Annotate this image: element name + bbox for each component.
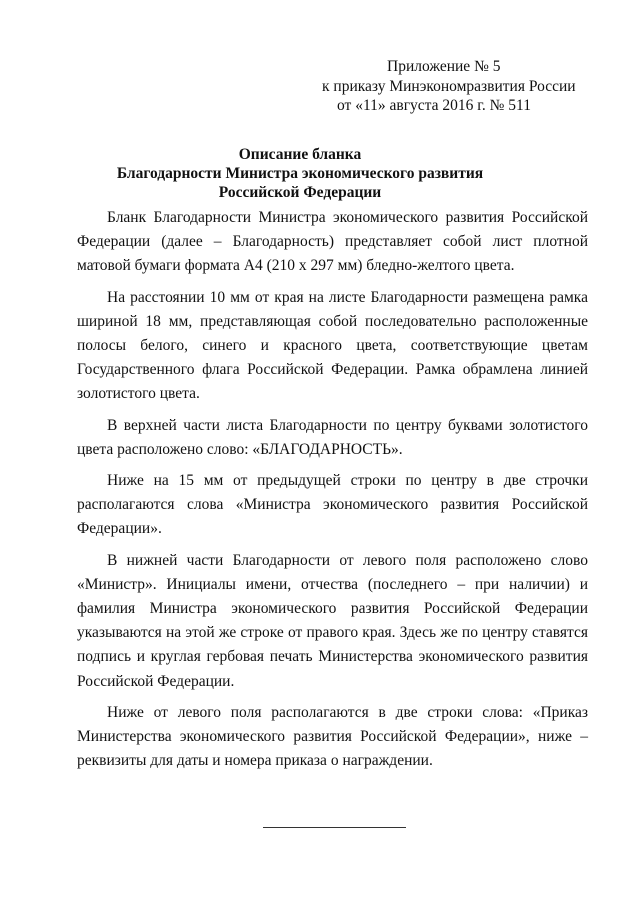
closing-separator-line [263, 827, 406, 828]
document-title [90, 145, 510, 202]
paragraph-frame-description: На расстоянии 10 мм от края на листе Благодарности размещена рамка шириной 18 мм, представляющая собой последовательно расположенные полосы белого, синего и красного цвета, соответствующие цветам Государственного флага Российской Федерации. Рамка обрамлена линией золотистого цвета. [77, 288, 588, 403]
appendix-number: Приложение № 5 [387, 58, 501, 75]
appendix-order-reference: к приказу Минэкономразвития России [322, 77, 576, 95]
paragraph-minister-signature: В нижней части Благодарности от левого поля расположено слово «Министр». Инициалы имени, отчества (последнего – при наличии) и фамилия Министра экономического развития Российской Федерации указываются на этой же строке от правого края. Здесь же по центру ставятся подпись и круглая гербовая печать Министерства экономического развития Российской Федерации. [77, 551, 588, 690]
appendix-header [322, 57, 622, 116]
document-body [77, 206, 588, 780]
paragraph-heading-word: В верхней части листа Благодарности по центру буквами золотистого цвета расположено слово: «БЛАГОДАРНОСТЬ». [77, 416, 588, 458]
title-line-2: Благодарности Министра экономического развития [116, 165, 484, 182]
title-line-3: Российской Федерации [218, 184, 382, 201]
paragraph-order-requisites: Ниже от левого поля располагаются в две строки слова: «Приказ Министерства экономического развития Российской Федерации», ниже – реквизиты для даты и номера приказа о награждении. [77, 703, 588, 770]
paragraph-ministry-words: Ниже на 15 мм от предыдущей строки по центру в две строчки располагаются слова «Министра экономического развития Российской Федерации». [77, 472, 588, 538]
paragraph-form-description: Бланк Благодарности Министра экономического развития Российской Федерации (далее – Благодарность) представляет собой лист плотной матовой бумаги формата А4 (210 х 297 мм) бледно-желтого цвета. [77, 209, 588, 275]
title-line-1: Описание бланка [238, 146, 362, 163]
appendix-order-date: от «11» августа 2016 г. № 511 [337, 97, 531, 114]
